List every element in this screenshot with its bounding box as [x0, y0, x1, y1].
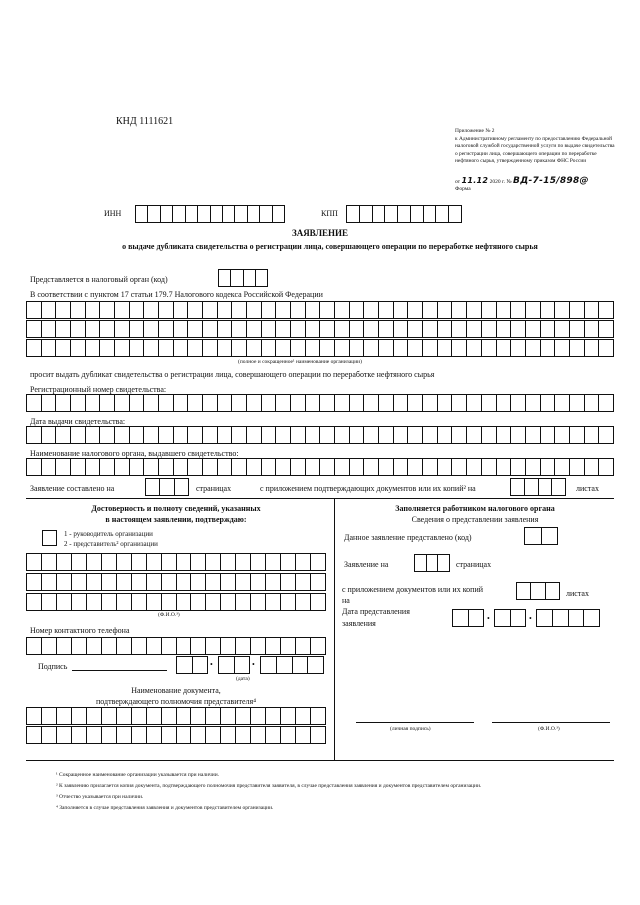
kpp-label: КПП	[321, 209, 338, 218]
issue-date-cells[interactable]	[26, 426, 614, 444]
order-date-handwritten: 11.12	[461, 176, 489, 185]
phone-cells[interactable]	[26, 637, 326, 655]
appendix-note: Приложение № 2 к Административному регламенту по предоставлению Федеральной налоговой службой государственной услуги по выдаче свидетельства о регистрации лица, совершающего операции по переработке нефтяного сырья, утвержденному приказом ФНС России	[455, 128, 615, 165]
submission-month-cells[interactable]	[494, 609, 526, 627]
signature-label: Подпись	[38, 662, 68, 671]
signer-option-2: 2 - представитель² организации	[64, 540, 158, 548]
date-caption: (дата)	[236, 676, 250, 682]
doc-name-label-1: Наименование документа,	[131, 686, 221, 695]
tax-office-label: Представляется в налоговый орган (код)	[30, 275, 168, 284]
office-heading: Заполняется работником налогового органа	[395, 504, 555, 513]
order-line	[455, 176, 589, 186]
fio-row-1[interactable]	[26, 553, 326, 571]
presented-code-label: Данное заявление представлено (код)	[344, 533, 472, 542]
column-divider	[334, 498, 335, 760]
officer-fio-line[interactable]	[492, 722, 610, 723]
reg-number-label: Регистрационный номер свидетельства:	[30, 385, 167, 394]
phone-label: Номер контактного телефона	[30, 626, 130, 635]
signer-option-1: 1 - руководитель организации	[64, 530, 153, 538]
footnote-4: ⁴ Заполняется в случае представления заявления и документов представителем организации.	[56, 805, 274, 811]
submission-date-label-2: заявления	[342, 619, 376, 628]
footnote-2: ² К заявлению прилагается копия документа, подтверждающего полномочия представителя заявителя, в случае представления заявления и документов представителем организации.	[56, 783, 482, 789]
fio-row-3[interactable]	[26, 593, 326, 611]
signature-line[interactable]	[72, 670, 167, 671]
footnote-1: ¹ Сокращенное наименование организации указывается при наличии.	[56, 772, 220, 778]
office-pages-cells[interactable]	[414, 554, 450, 572]
fio-caption: (Ф.И.О.³)	[158, 612, 180, 618]
pages-count-cells[interactable]	[145, 478, 189, 496]
signer-type-cell[interactable]	[42, 530, 57, 546]
issuer-label: Наименование налогового органа, выдавшего свидетельство:	[30, 449, 239, 458]
sign-year-cells[interactable]	[260, 656, 324, 674]
submission-heading: Сведения о представлении заявления	[411, 515, 539, 524]
attachments-label: с приложением подтверждающих документов или их копий² на	[260, 484, 476, 493]
date-dot-1: •	[210, 660, 213, 669]
confirm-heading-2: в настоящем заявлении, подтверждаю:	[105, 515, 247, 524]
doc-name-label-2: подтверждающего полномочия представителя⁴	[95, 697, 256, 706]
order-year: 2020 г. №	[489, 179, 512, 185]
according-text: В соответствии с пунктом 17 статьи 179.7 Налогового кодекса Российской Федерации	[30, 290, 323, 299]
order-from: от	[455, 179, 461, 185]
document-title: ЗАЯВЛЕНИЕ	[291, 228, 349, 238]
office-pages-word: страницах	[456, 560, 492, 569]
submission-dot-1: •	[487, 614, 490, 623]
tax-office-code-cells[interactable]	[218, 269, 268, 287]
attach-on: на	[342, 596, 350, 605]
submission-date-label-1: Дата представления	[342, 607, 410, 616]
sign-month-cells[interactable]	[218, 656, 250, 674]
footnote-3: ³ Отчество указывается при наличии.	[56, 794, 144, 800]
sheets-count-cells[interactable]	[510, 478, 566, 496]
document-subtitle: о выдаче дубликата свидетельства о регистрации лица, совершающего операции по переработке нефтяного сырья	[122, 242, 538, 251]
org-name-row-2[interactable]	[26, 320, 614, 338]
submission-year-cells[interactable]	[536, 609, 600, 627]
confirm-heading-1: Достоверность и полноту сведений, указанных	[91, 504, 261, 513]
officer-signature-line[interactable]	[356, 722, 474, 723]
org-name-row-3[interactable]	[26, 339, 614, 357]
officer-fio-caption: (Ф.И.О.³)	[538, 726, 560, 732]
bottom-divider	[26, 760, 614, 761]
doc-name-row-1[interactable]	[26, 707, 326, 725]
date-dot-2: •	[252, 660, 255, 669]
officer-signature-caption: (личная подпись)	[390, 726, 431, 732]
form-code: КНД 1111621	[116, 116, 174, 127]
sign-day-cells[interactable]	[176, 656, 208, 674]
request-text: просит выдать дубликат свидетельства о регистрации лица, совершающего операции по переработке нефтяного сырья	[30, 370, 435, 379]
form-word: Форма	[455, 186, 471, 192]
doc-name-row-2[interactable]	[26, 726, 326, 744]
on-pages-label: Заявление на	[344, 560, 389, 569]
presented-code-cells[interactable]	[524, 527, 558, 545]
submission-day-cells[interactable]	[452, 609, 484, 627]
submission-dot-2: •	[529, 614, 532, 623]
issue-date-label: Дата выдачи свидетельства:	[30, 417, 126, 426]
inn-cells[interactable]	[135, 205, 285, 223]
sheets-word: листах	[576, 484, 599, 493]
section-divider	[26, 498, 614, 499]
inn-label: ИНН	[104, 209, 122, 218]
attach-label: с приложением документов или их копий	[342, 585, 484, 594]
pages-word: страницах	[196, 484, 232, 493]
office-sheets-cells[interactable]	[516, 582, 560, 600]
kpp-cells[interactable]	[346, 205, 462, 223]
org-name-caption: (полное и сокращенное¹ наименование организации)	[238, 359, 362, 365]
pages-label: Заявление составлено на	[30, 484, 115, 493]
office-sheets-word: листах	[566, 589, 589, 598]
fio-row-2[interactable]	[26, 573, 326, 591]
org-name-row-1[interactable]	[26, 301, 614, 319]
order-number-handwritten: ВД-7-15/898@	[513, 176, 589, 186]
issuer-cells[interactable]	[26, 458, 614, 476]
reg-number-cells[interactable]	[26, 394, 614, 412]
